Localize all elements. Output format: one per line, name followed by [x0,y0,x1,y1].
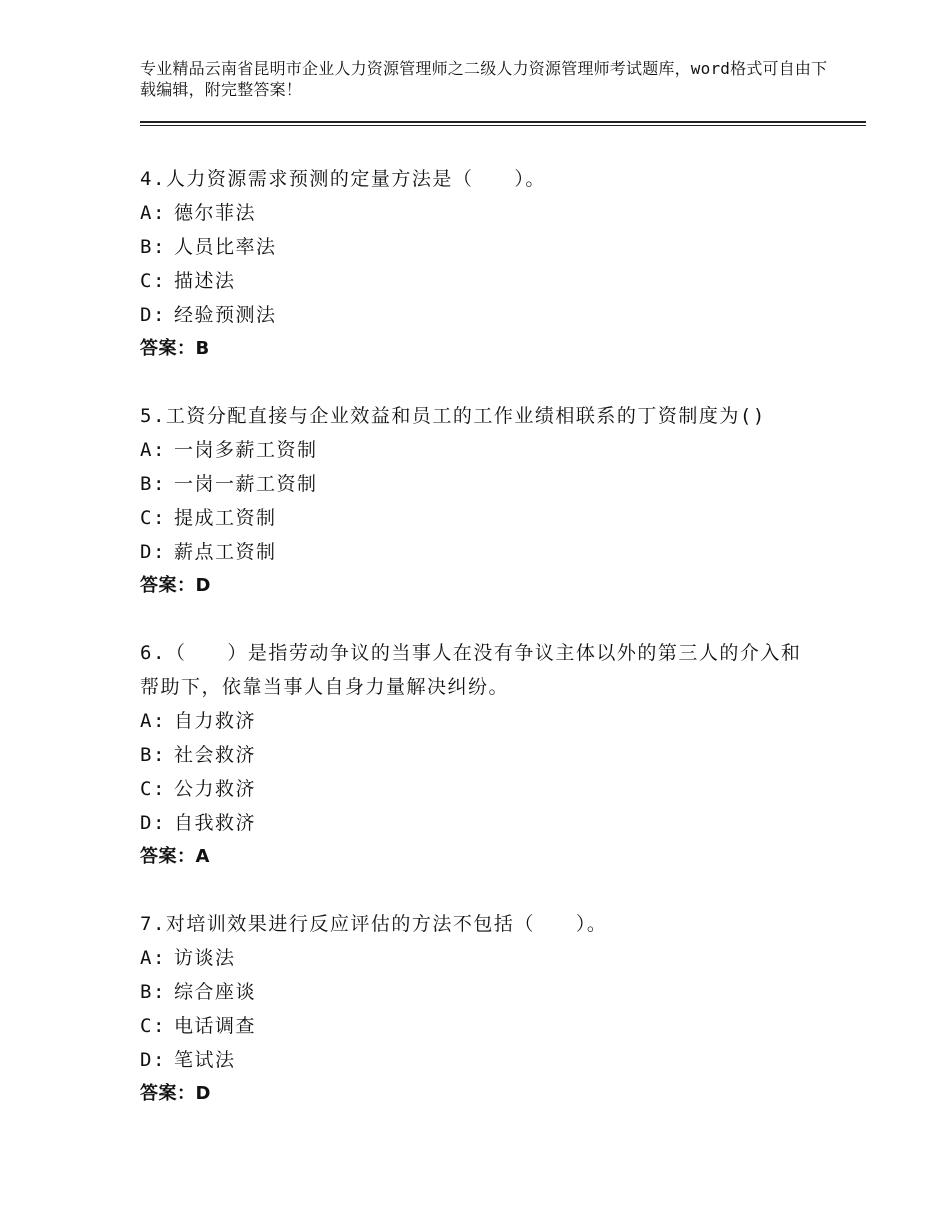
option-text: 笔试法 [174,1049,236,1071]
option-c [140,264,820,298]
answer-line: 答案：A [140,846,210,867]
question-6 [140,636,820,874]
option-key: C: [140,507,166,529]
option-key: D: [140,812,166,834]
option-text: 访谈法 [174,947,236,969]
question-stem: 7.对培训效果进行反应评估的方法不包括（ ）。 [140,913,608,935]
question-stem: 6.（ ）是指劳动争议的当事人在没有争议主体以外的第三人的介入和帮助下，依靠当事人自身力量解决纠纷。 [140,642,802,698]
option-text: 人员比率法 [174,236,277,258]
option-d [140,298,820,332]
option-c [140,772,820,806]
option-text: 提成工资制 [174,507,277,529]
option-key: A: [140,947,166,969]
option-text: 薪点工资制 [174,541,277,563]
answer-line: 答案：D [140,1083,211,1104]
option-a [140,433,820,467]
option-text: 电话调查 [174,1015,257,1037]
option-key: D: [140,304,166,326]
option-key: C: [140,1015,166,1037]
question-7 [140,907,820,1111]
option-text: 德尔菲法 [174,202,257,224]
question-stem: 4.人力资源需求预测的定量方法是（ ）。 [140,168,546,190]
option-key: C: [140,270,166,292]
option-key: B: [140,744,166,766]
option-key: A: [140,710,166,732]
option-d [140,806,820,840]
option-key: C: [140,778,166,800]
option-c [140,1009,820,1043]
option-text: 经验预测法 [174,304,277,326]
option-a [140,196,820,230]
option-key: D: [140,541,166,563]
option-b [140,467,820,501]
option-text: 描述法 [174,270,236,292]
option-text: 一岗一薪工资制 [174,473,318,495]
option-key: D: [140,1049,166,1071]
option-key: B: [140,981,166,1003]
option-text: 自我救济 [174,812,257,834]
question-list [140,162,820,1144]
option-key: B: [140,473,166,495]
option-text: 自力救济 [174,710,257,732]
answer-line: 答案：B [140,338,210,359]
option-text: 社会救济 [174,744,257,766]
option-text: 公力救济 [174,778,257,800]
option-a [140,941,820,975]
option-b [140,975,820,1009]
option-b [140,230,820,264]
option-d [140,1043,820,1077]
option-b [140,738,820,772]
question-4 [140,162,820,366]
option-key: A: [140,439,166,461]
option-text: 综合座谈 [174,981,257,1003]
answer-line: 答案：D [140,575,211,596]
header-divider-thick [140,121,866,123]
question-stem: 5.工资分配直接与企业效益和员工的工作业绩相联系的丁资制度为() [140,405,766,427]
option-a [140,704,820,738]
option-key: A: [140,202,166,224]
option-key: B: [140,236,166,258]
document-header: 专业精品云南省昆明市企业人力资源管理师之二级人力资源管理师考试题库，word格式可自由下载编辑，附完整答案！ [140,59,828,99]
option-text: 一岗多薪工资制 [174,439,318,461]
option-d [140,535,820,569]
option-c [140,501,820,535]
question-5 [140,399,820,603]
header-divider-thin [140,125,866,126]
